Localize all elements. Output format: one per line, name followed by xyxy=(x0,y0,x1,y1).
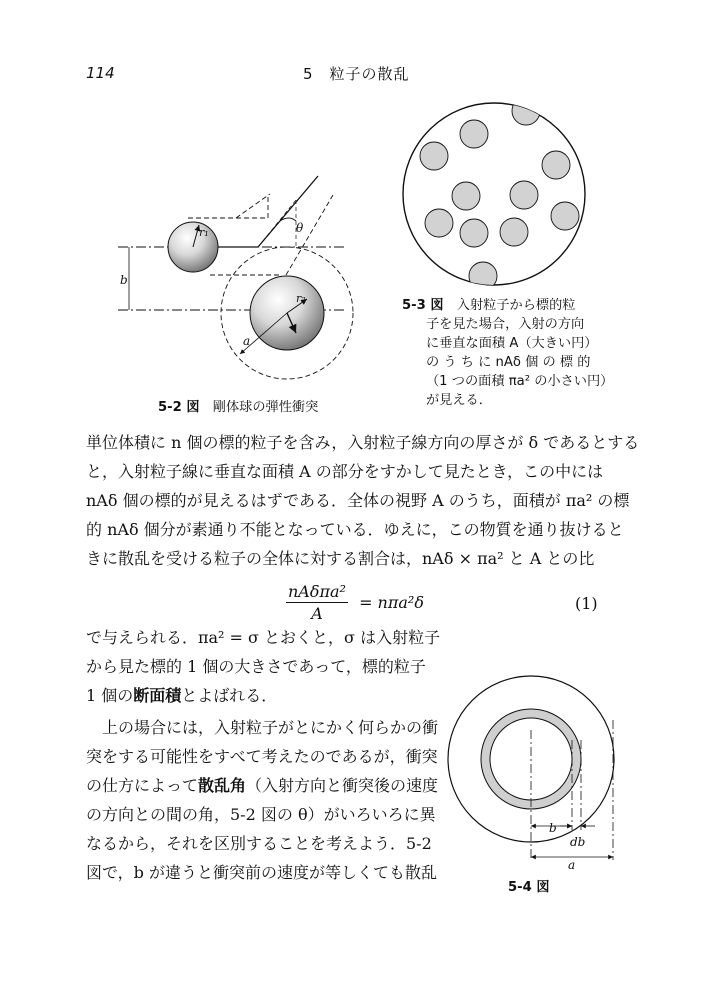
target-area-circle xyxy=(403,103,585,285)
symbol-b: b xyxy=(549,821,557,835)
figure-5-3 xyxy=(403,94,591,290)
equation-rhs: = nπa²δ xyxy=(359,593,424,612)
paragraph-line: の方向との間の角，5-2 図の θ）がいろいろに異 xyxy=(86,805,436,824)
paragraph-line: から見た標的 1 個の大きさであって，標的粒子 xyxy=(86,657,426,676)
symbol-r1: r₁ xyxy=(199,226,209,239)
figure-5-2-title: 剛体球の弾性衝突 xyxy=(212,400,319,415)
symbol-a: a xyxy=(243,334,251,348)
paragraph-line: 単位体積に n 個の標的粒子を含み，入射粒子線方向の厚さが δ であるとする xyxy=(86,433,640,452)
figure-5-3-label: 5-3 図 xyxy=(402,298,444,313)
figure-5-2 xyxy=(118,176,353,379)
equation-denominator: A xyxy=(311,604,323,623)
figure-5-4-caption xyxy=(508,878,550,897)
caption-line: が見える． xyxy=(426,393,492,408)
equation-numerator: nAδπa² xyxy=(288,582,346,601)
target-disc xyxy=(460,219,488,247)
keyword-cross-section: 断面積 xyxy=(133,686,182,705)
paragraph-line: と，入射粒子線に垂直な面積 A の部分をすかして見たとき，この中には xyxy=(86,462,604,481)
paragraph-line: きに散乱を受ける粒子の全体に対する割合は，nAδ × πa² と A との比 xyxy=(86,549,595,568)
symbol-db: db xyxy=(570,835,586,849)
paragraph-line: で与えられる．πa² = σ とおくと，σ は入射粒子 xyxy=(86,628,441,647)
symbol-theta: θ xyxy=(296,221,304,235)
paragraph-line: なるから，それを区別することを考えよう．5-2 xyxy=(86,834,432,853)
figure-5-3-caption xyxy=(402,296,614,410)
paragraph-line: nAδ 個の標的が見えるはずである．全体の視野 A のうち，面積が πa² の標 xyxy=(86,491,630,510)
paragraph-line: 突をする可能性をすべて考えたのであるが，衝突 xyxy=(86,747,438,766)
paragraph-line: 1 個の断面積とよばれる． xyxy=(86,686,278,705)
symbol-b: b xyxy=(120,273,128,287)
equation-1 xyxy=(286,582,424,623)
caption-line: 入射粒子から標的粒 xyxy=(456,298,576,313)
target-disc xyxy=(542,151,570,179)
keyword-scattering-angle: 散乱角 xyxy=(198,776,247,795)
target-disc xyxy=(551,202,579,230)
target-disc xyxy=(563,94,591,122)
figure-5-2-caption xyxy=(158,398,318,417)
target-disc xyxy=(425,209,453,237)
symbol-a: a xyxy=(568,858,576,872)
caption-line: （1 つの面積 πa² の小さい円） xyxy=(426,374,614,389)
target-disc xyxy=(510,181,538,209)
target-disc xyxy=(452,182,480,210)
target-disc xyxy=(500,218,528,246)
symbol-r2: r₂ xyxy=(296,292,306,305)
caption-line: に垂直な面積 A（大きい円） xyxy=(426,336,598,351)
target-disc xyxy=(460,120,488,148)
caption-line: の う ち に nAδ 個 の 標 的 xyxy=(426,355,591,370)
figure-5-4 xyxy=(448,676,614,860)
figure-5-2-label: 5-2 図 xyxy=(158,400,200,415)
equation-number: (1) xyxy=(575,594,598,613)
paragraph-line: 図で，b が違うと衝突前の速度が等しくても散乱 xyxy=(86,863,438,882)
paragraph-line: 的 nAδ 個分が素通り不能となっている．ゆえに，この物質を通り抜けると xyxy=(86,520,624,539)
paragraph-line: の仕方によって散乱角（入射方向と衝突後の速度 xyxy=(86,776,439,795)
caption-line: 子を見た場合，入射の方向 xyxy=(426,317,585,332)
paragraph-line: 上の場合には，入射粒子がとにかく何らかの衝 xyxy=(86,718,439,737)
figure-5-4-label: 5-4 図 xyxy=(508,880,550,895)
page-number: 114 xyxy=(86,64,115,82)
target-disc xyxy=(469,262,497,290)
chapter-title: 5 粒子の散乱 xyxy=(303,65,410,83)
target-disc xyxy=(512,97,540,125)
target-disc xyxy=(420,142,448,170)
